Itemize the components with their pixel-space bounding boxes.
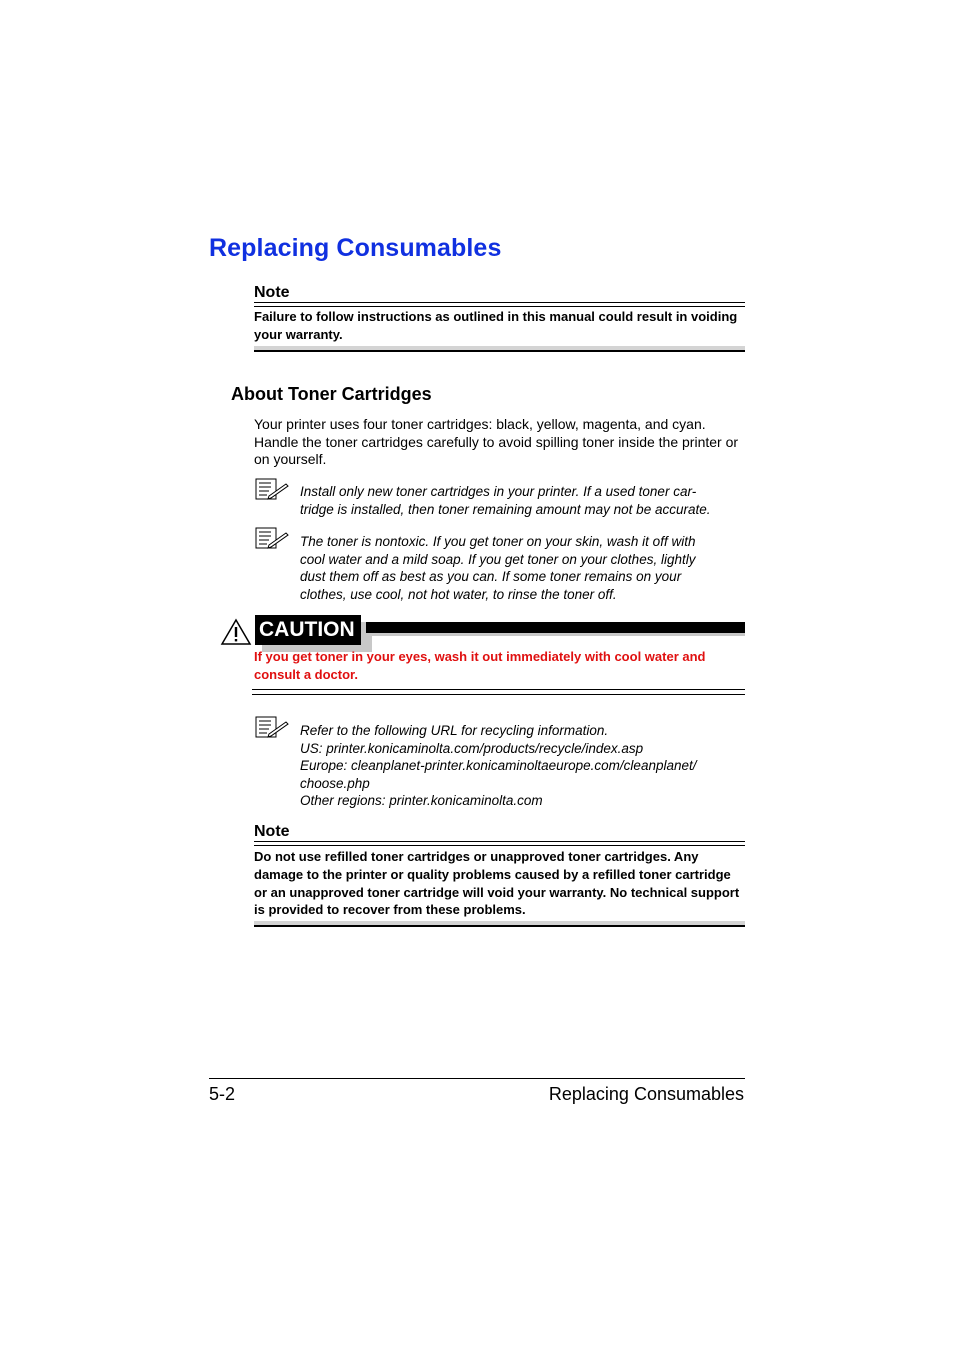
footer-page-number: 5-2 [209,1084,236,1104]
note-label: Note [254,823,290,840]
memo-pencil-icon [255,478,289,500]
memo-line: cool water and a mild soap. If you get toner on your clothes, lightly [300,551,696,567]
page-title: Replacing Consumables [209,234,502,262]
memo-line: Refer to the following URL for recycling information. [300,723,609,738]
note-top-rule [254,841,745,846]
memo-line: tridge is installed, then toner remaining amount may not be accurate. [300,501,711,517]
note-bottom-rule [254,346,745,352]
memo-line: Install only new toner cartridges in your printer. If a used toner car- [300,484,697,499]
note-text: Do not use refilled toner cartridges or unapproved toner cartridges. Any damage to the printer or quality problems caused by a refilled toner cartridge or an unapproved toner cartridge will void your warranty. No technical support is provided to recover from these problems. [254,849,740,918]
memo-line: choose.php [300,775,370,791]
memo-line: Europe: cleanplanet-printer.konicaminoltaeurope.com/cleanplanet/ [300,758,697,774]
caution-label: CAUTION [255,615,361,645]
caution-bar [366,622,745,633]
memo-pencil-icon [255,716,289,738]
note-top-rule [254,302,745,307]
memo-text [300,722,746,810]
caution-text: If you get toner in your eyes, wash it out immediately with cool water and consult a doctor. [254,649,706,682]
memo-line: dust them off as best as you can. If some toner remains on your [300,569,682,585]
warning-triangle-icon [220,618,252,646]
note-text: Failure to follow instructions as outlined in this manual could result in voiding your warranty. [254,309,738,342]
note-label: Note [254,284,290,301]
memo-text [300,533,746,603]
footer-chapter-title: Replacing Consumables [548,1084,744,1104]
footer-rule [209,1078,745,1079]
section-intro: Your printer uses four toner cartridges: black, yellow, magenta, and cyan. Handle the toner cartridges carefully to avoid spilling toner inside the printer or on yourself. [254,416,739,468]
caution-bottom-rule [252,689,745,695]
memo-line: clothes, use cool, not hot water, to rinse the toner off. [300,586,617,602]
note-bottom-rule [254,921,745,927]
memo-line: The toner is nontoxic. If you get toner on your skin, wash it off with [300,534,696,549]
section-heading: About Toner Cartridges [231,384,432,404]
memo-pencil-icon [255,527,289,549]
memo-text [300,483,746,518]
memo-line: Other regions: printer.konicaminolta.com [300,793,543,809]
memo-line: US: printer.konicaminolta.com/products/recycle/index.asp [300,740,644,756]
